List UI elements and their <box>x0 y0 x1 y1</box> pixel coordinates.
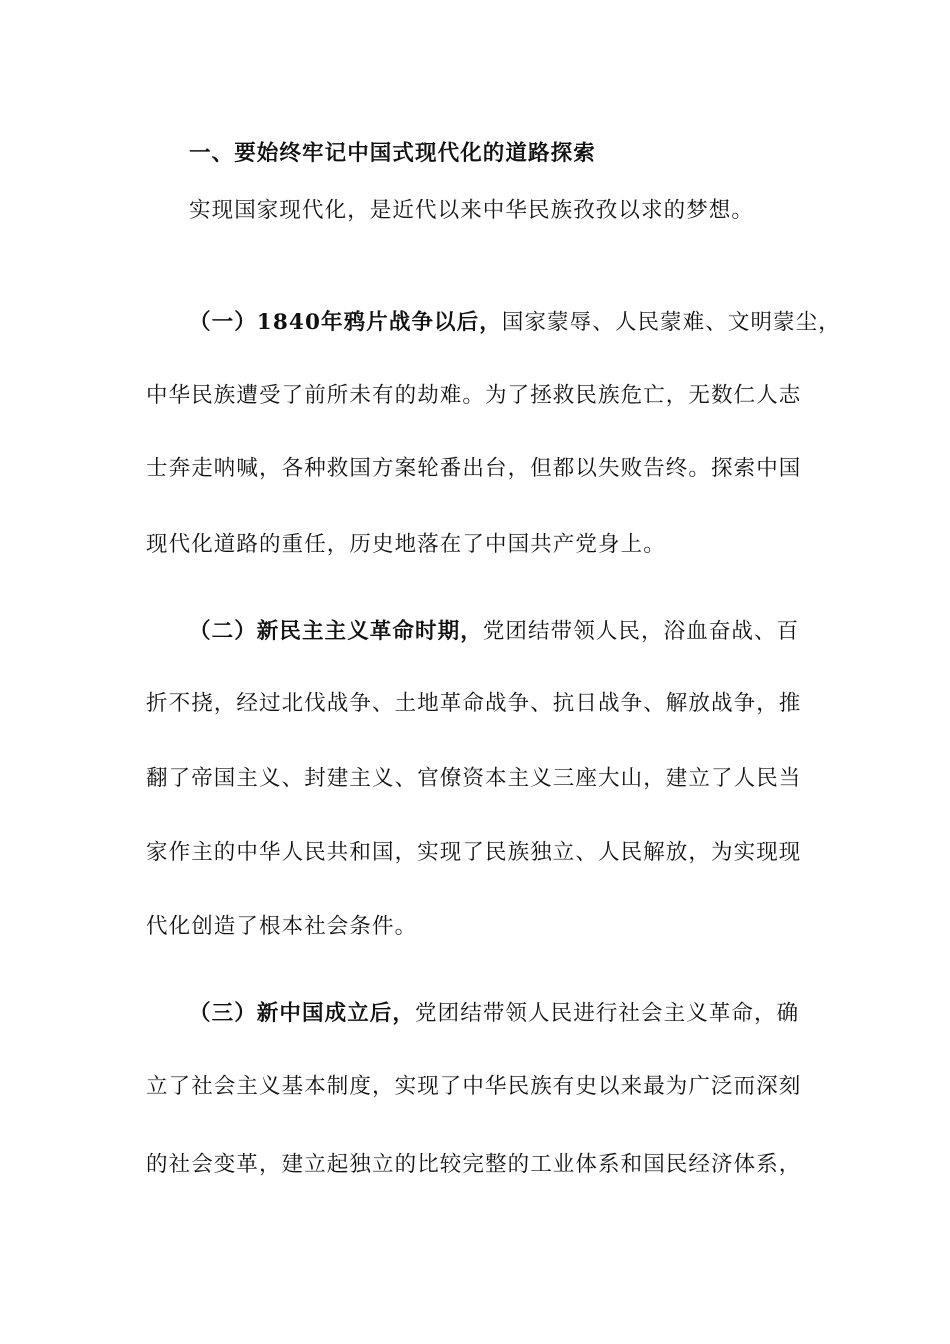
intro-paragraph: 实现国家现代化，是近代以来中华民族孜孜以求的梦想。 <box>189 198 755 223</box>
paragraph-2-line-5: 代化创造了根本社会条件。 <box>146 914 418 939</box>
paragraph-1-line-4: 现代化道路的重任，历史地落在了中国共产党身上。 <box>146 532 666 557</box>
paragraph-1-line-3: 士奔走呐喊，各种救国方案轮番出台，但都以失败告终。探索中国 <box>146 456 802 481</box>
paragraph-1-first-line-rest: 国家蒙辱、人民蒙难、文明蒙尘， <box>501 310 841 335</box>
section-heading: 一、要始终牢记中国式现代化的道路探索 <box>189 141 596 166</box>
paragraph-3-line-3: 的社会变革，建立起独立的比较完整的工业体系和国民经济体系， <box>146 1152 802 1177</box>
paragraph-1-first-line <box>189 309 849 337</box>
paragraph-1-line-2: 中华民族遭受了前所未有的劫难。为了拯救民族危亡，无数仁人志 <box>146 383 802 408</box>
paragraph-1-lead: （一）1840年鸦片战争以后， <box>189 310 502 335</box>
paragraph-3-lead: （三）新中国成立后， <box>189 1001 416 1026</box>
paragraph-2-first-line <box>189 618 849 646</box>
paragraph-3-line-2: 立了社会主义基本制度，实现了中华民族有史以来最为广泛而深刻 <box>146 1074 802 1099</box>
paragraph-2-line-3: 翻了帝国主义、封建主义、官僚资本主义三座大山，建立了人民当 <box>146 766 802 791</box>
paragraph-3-first-line <box>189 1000 849 1028</box>
paragraph-2-line-4: 家作主的中华人民共和国，实现了民族独立、人民解放，为实现现 <box>146 840 802 865</box>
paragraph-2-line-2: 折不挠，经过北伐战争、土地革命战争、抗日战争、解放战争，推 <box>146 691 802 716</box>
paragraph-3-first-line-rest: 党团结带领人民进行社会主义革命，确 <box>415 1001 800 1026</box>
paragraph-2-first-line-rest: 党团结带领人民，浴血奋战、百 <box>482 619 800 644</box>
paragraph-2-lead: （二）新民主主义革命时期， <box>189 619 483 644</box>
